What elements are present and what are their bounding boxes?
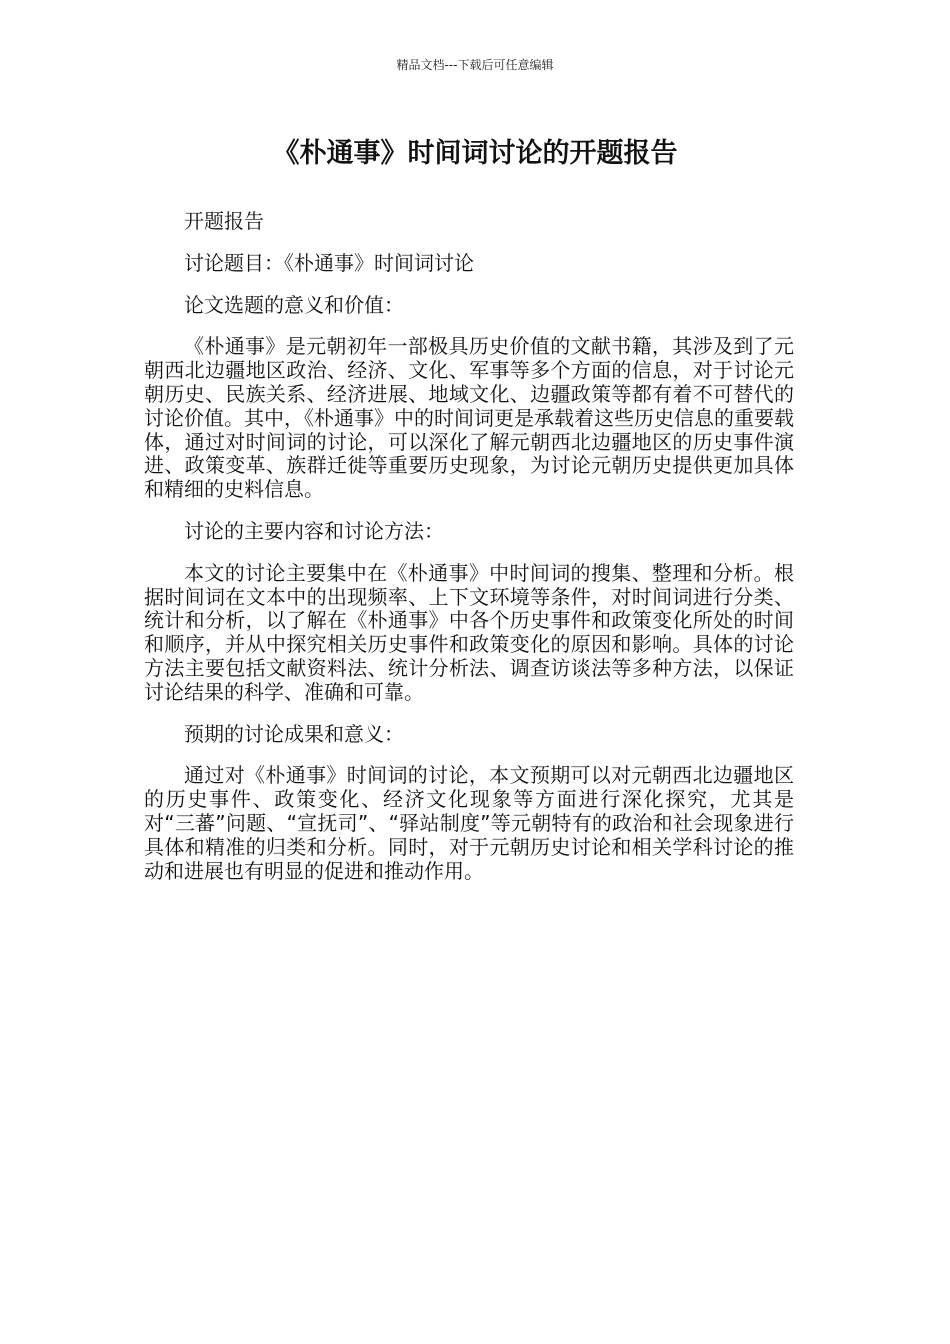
significance-heading: 论文选题的意义和价值： <box>184 292 404 317</box>
document-title: 《朴通事》时间词讨论的开题报告 <box>272 138 678 169</box>
section-label: 开题报告 <box>184 209 264 233</box>
results-heading: 预期的讨论成果和意义： <box>184 721 404 746</box>
page-header: 精品文档---下载后可任意编辑 <box>396 58 554 72</box>
topic-line: 讨论题目：《朴通事》时间词讨论 <box>184 250 474 275</box>
content-paragraph: 本文的讨论主要集中在《朴通事》中时间词的搜集、整理和分析。根据时间词在文本中的出现频率、上下文环境等条件，对时间词进行分类、统计和分析，以了解在《朴通事》中各个历史事件和政策变化所处的时间和顺序，并从中探究相关历史事件和政策变化的原因和影响。具体的讨论方法主要包括文献资料法、统计分析法、调查访谈法等多种方法，以保证讨论结果的科学、准确和可靠。 <box>144 560 794 704</box>
results-paragraph: 通过对《朴通事》时间词的讨论，本文预期可以对元朝西北边疆地区的历史事件、政策变化、经济文化现象等方面进行深化探究，尤其是对“三蕃”问题、“宣抚司”、“驿站制度”等元朝特有的政治和社会现象进行具体和精准的归类和分析。同时，对于元朝历史讨论和相关学科讨论的推动和进展也有明显的促进和推动作用。 <box>144 763 794 883</box>
significance-paragraph: 《朴通事》是元朝初年一部极具历史价值的文献书籍，其涉及到了元朝西北边疆地区政治、经济、文化、军事等多个方面的信息，对于讨论元朝历史、民族关系、经济进展、地域文化、边疆政策等都有着不可替代的讨论价值。其中，《朴通事》中的时间词更是承载着这些历史信息的重要载体，通过对时间词的讨论，可以深化了解元朝西北边疆地区的历史事件演进、政策变革、族群迁徙等重要历史现象，为讨论元朝历史提供更加具体和精细的史料信息。 <box>144 334 794 502</box>
document-body <box>144 210 794 901</box>
content-heading: 讨论的主要内容和讨论方法： <box>184 518 444 543</box>
